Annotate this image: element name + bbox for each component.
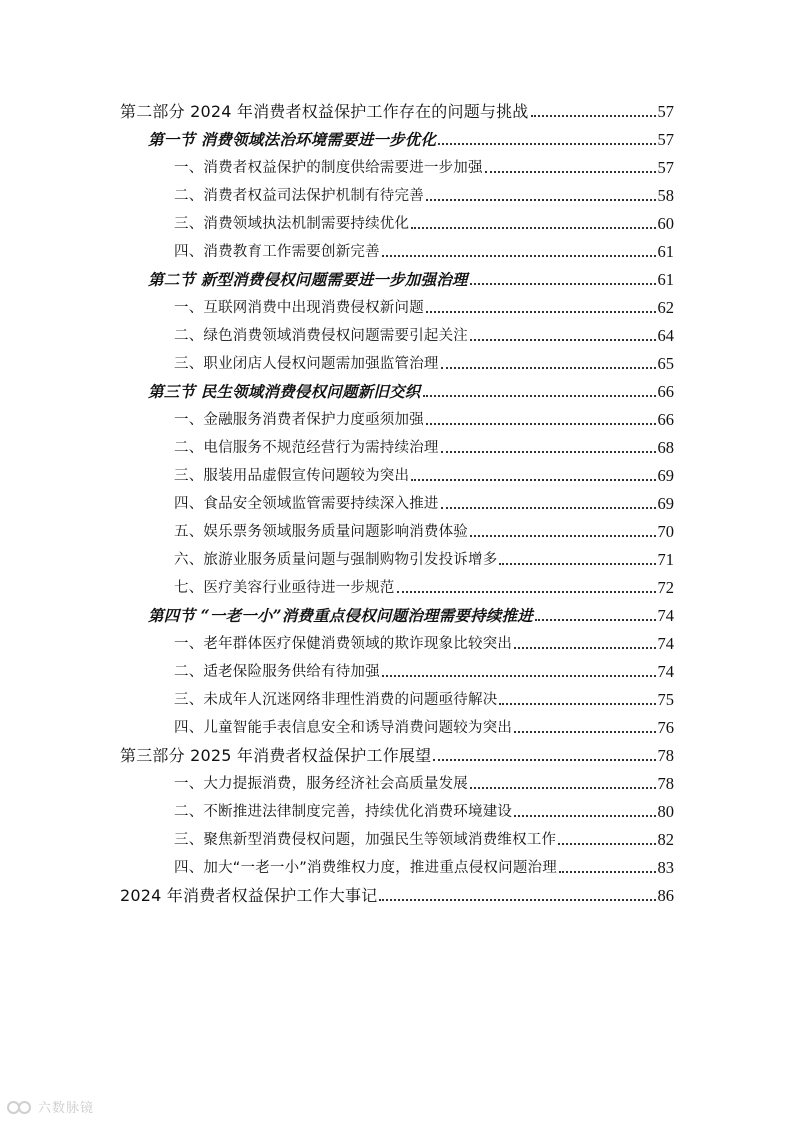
toc-entry-title: 2024 年消费者权益保护工作大事记 [120, 886, 378, 905]
toc-entry-page: 57 [657, 130, 674, 149]
toc-entry-title: 第四节 “一老一小”消费重点侵权问题治理需要持续推进 [148, 606, 533, 625]
toc-entry-item[interactable] [174, 490, 674, 514]
toc-entry-part[interactable] [120, 98, 674, 122]
dot-leader [514, 647, 655, 649]
toc-entry-page: 76 [657, 718, 674, 737]
toc-entry-item[interactable] [174, 798, 674, 822]
dot-leader [470, 535, 656, 537]
toc-entry-page: 74 [657, 606, 674, 625]
dot-leader [514, 815, 655, 817]
toc-entry-page: 57 [657, 102, 674, 121]
toc-entry-page: 72 [657, 578, 674, 597]
toc-entry-title: 一、老年群体医疗保健消费领域的欺诈现象比较突出 [174, 636, 513, 652]
toc-entry-title: 六、旅游业服务质量问题与强制购物引发投诉增多 [174, 552, 498, 568]
toc-entry-title: 二、绿色消费领域消费侵权问题需要引起关注 [174, 328, 468, 344]
toc-entry-title: 四、加大“一老一小”消费维权力度，推进重点侵权问题治理 [174, 860, 557, 876]
dot-leader [441, 507, 656, 509]
dot-leader [433, 759, 655, 761]
toc-entry-page: 61 [657, 270, 674, 289]
toc-entry-item[interactable] [174, 630, 674, 654]
toc-entry-page: 68 [657, 438, 674, 457]
toc-entry-section[interactable] [148, 126, 674, 150]
toc-entry-page: 70 [657, 522, 674, 541]
toc-entry-page: 69 [657, 494, 674, 513]
toc-entry-page: 83 [657, 858, 674, 877]
toc-entry-item[interactable] [174, 770, 674, 794]
watermark-text: 六数脉镜 [38, 1100, 95, 1116]
infinity-logo-icon [6, 1099, 34, 1113]
toc-entry-page: 86 [657, 886, 674, 905]
toc-entry-page: 78 [657, 774, 674, 793]
toc-entry-page: 61 [657, 242, 674, 261]
toc-entry-title: 二、电信服务不规范经营行为需持续治理 [174, 440, 439, 456]
toc-entry-title: 一、消费者权益保护的制度供给需要进一步加强 [174, 160, 483, 176]
toc-entry-page: 66 [657, 382, 674, 401]
toc-entry-item[interactable] [174, 406, 674, 430]
toc-entry-part[interactable] [120, 882, 674, 906]
toc-entry-title: 第二部分 2024 年消费者权益保护工作存在的问题与挑战 [120, 102, 529, 121]
toc-entry-item[interactable] [174, 350, 674, 374]
toc-entry-title: 三、聚焦新型消费侵权问题，加强民生等领域消费维权工作 [174, 832, 557, 848]
dot-leader [531, 115, 656, 117]
toc-entry-item[interactable] [174, 826, 674, 850]
toc-entry-item[interactable] [174, 322, 674, 346]
toc-entry-item[interactable] [174, 182, 674, 206]
toc-entry-item[interactable] [174, 574, 674, 598]
toc-entry-page: 78 [657, 746, 674, 765]
toc-entry-page: 66 [657, 410, 674, 429]
dot-leader [411, 479, 655, 481]
dot-leader [535, 619, 656, 621]
toc-entry-item[interactable] [174, 686, 674, 710]
toc-entry-title: 四、儿童智能手表信息安全和诱导消费问题较为突出 [174, 720, 513, 736]
dot-leader [559, 871, 656, 873]
toc-entry-item[interactable] [174, 154, 674, 178]
toc-entry-title: 七、医疗美容行业亟待进一步规范 [174, 580, 395, 596]
toc-entry-item[interactable] [174, 854, 674, 878]
toc-entry-page: 80 [657, 802, 674, 821]
dot-leader [485, 171, 656, 173]
toc-entry-page: 64 [657, 326, 674, 345]
dot-leader [426, 423, 656, 425]
toc-entry-page: 75 [657, 690, 674, 709]
toc-entry-title: 四、消费教育工作需要创新完善 [174, 244, 380, 260]
dot-leader [499, 703, 655, 705]
watermark [6, 1096, 94, 1116]
toc-entry-item[interactable] [174, 434, 674, 458]
toc-entry-title: 第一节 消费领域法治环境需要进一步优化 [148, 130, 437, 149]
dot-leader [438, 143, 655, 145]
toc-entry-section[interactable] [148, 378, 674, 402]
toc-entry-title: 二、不断推进法律制度完善，持续优化消费环境建设 [174, 804, 513, 820]
dot-leader [499, 563, 655, 565]
dot-leader [470, 283, 656, 285]
toc-entry-item[interactable] [174, 238, 674, 262]
dot-leader [426, 199, 656, 201]
dot-leader [441, 451, 656, 453]
toc-entry-item[interactable] [174, 714, 674, 738]
dot-leader [470, 787, 656, 789]
dot-leader [441, 367, 656, 369]
toc-entry-title: 二、消费者权益司法保护机制有待完善 [174, 188, 424, 204]
dot-leader [423, 395, 656, 397]
toc-entry-section[interactable] [148, 266, 674, 290]
dot-leader [379, 899, 655, 901]
toc-entry-item[interactable] [174, 462, 674, 486]
toc-entry-part[interactable] [120, 742, 674, 766]
toc-entry-title: 一、金融服务消费者保护力度亟须加强 [174, 412, 424, 428]
toc-entry-page: 62 [657, 298, 674, 317]
toc-entry-page: 69 [657, 466, 674, 485]
toc-entry-page: 58 [657, 186, 674, 205]
toc-entry-page: 65 [657, 354, 674, 373]
toc-entry-title: 二、适老保险服务供给有待加强 [174, 664, 380, 680]
dot-leader [397, 591, 656, 593]
toc-entry-page: 74 [657, 662, 674, 681]
dot-leader [558, 843, 655, 845]
toc-entry-item[interactable] [174, 210, 674, 234]
toc-entry-section[interactable] [148, 602, 674, 626]
toc-entry-title: 五、娱乐票务领域服务质量问题影响消费体验 [174, 524, 468, 540]
toc-entry-title: 四、食品安全领域监管需要持续深入推进 [174, 496, 439, 512]
toc-entry-item[interactable] [174, 658, 674, 682]
toc-entry-title: 三、服装用品虚假宣传问题较为突出 [174, 468, 410, 484]
toc-entry-page: 74 [657, 634, 674, 653]
dot-leader [382, 255, 656, 257]
toc-entry-page: 82 [657, 830, 674, 849]
toc-entry-title: 三、未成年人沉迷网络非理性消费的问题亟待解决 [174, 692, 498, 708]
toc-entry-page: 71 [657, 550, 674, 569]
toc-entry-title: 第三部分 2025 年消费者权益保护工作展望 [120, 746, 432, 765]
dot-leader [382, 675, 656, 677]
toc-entry-item[interactable] [174, 546, 674, 570]
toc-entry-title: 一、互联网消费中出现消费侵权新问题 [174, 300, 424, 316]
toc-entry-page: 60 [657, 214, 674, 233]
dot-leader [426, 311, 656, 313]
dot-leader [514, 731, 655, 733]
dot-leader [411, 227, 655, 229]
toc-entry-title: 第二节 新型消费侵权问题需要进一步加强治理 [148, 270, 468, 289]
toc-entry-item[interactable] [174, 294, 674, 318]
toc-entry-title: 三、消费领域执法机制需要持续优化 [174, 216, 410, 232]
dot-leader [470, 339, 656, 341]
toc-entry-page: 57 [657, 158, 674, 177]
toc-entry-item[interactable] [174, 518, 674, 542]
toc-entry-title: 第三节 民生领域消费侵权问题新旧交织 [148, 382, 421, 401]
toc-entry-title: 三、职业闭店人侵权问题需加强监管治理 [174, 356, 439, 372]
toc-entry-title: 一、大力提振消费，服务经济社会高质量发展 [174, 776, 468, 792]
